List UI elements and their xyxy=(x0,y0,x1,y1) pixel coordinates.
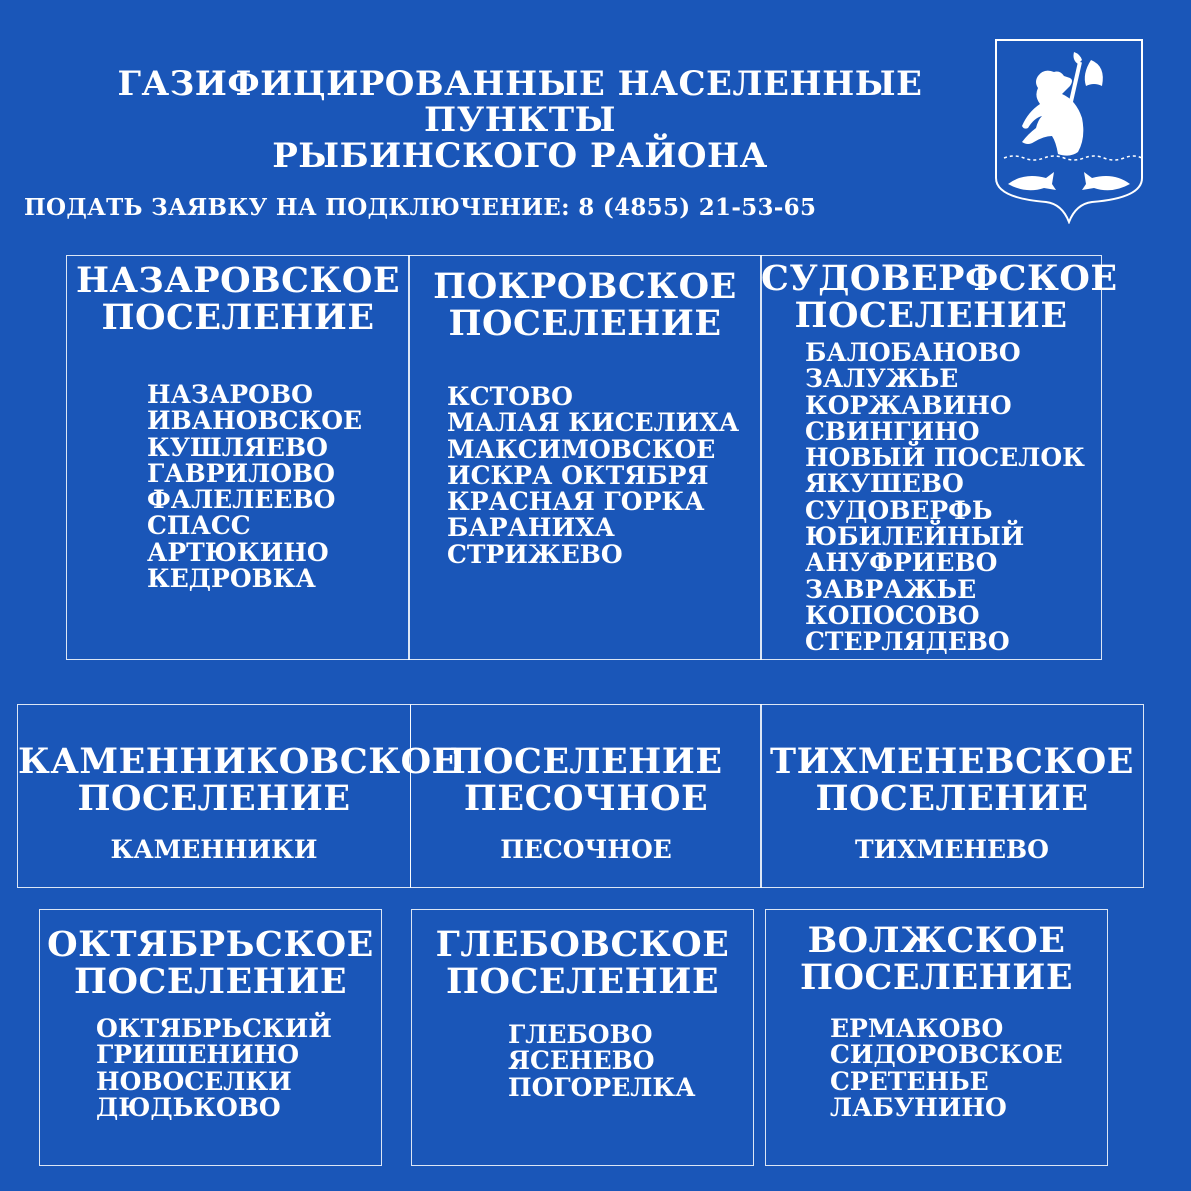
village-item: СРЕТЕНЬЕ xyxy=(830,1066,989,1096)
village-item: ЯСЕНЕВО xyxy=(508,1046,655,1076)
village-item: ЮБИЛЕЙНЫЙ xyxy=(805,522,1025,552)
village-list xyxy=(147,382,362,592)
village-item: АНУФРИЕВО xyxy=(805,548,998,578)
settlement-card xyxy=(765,909,1108,1166)
village-item: ЗАЛУЖЬЕ xyxy=(805,364,959,394)
settlement-name: ПОСЕЛЕНИЕ ПЕСОЧНОЕ xyxy=(449,741,723,819)
village-item: ЛАБУНИНО xyxy=(830,1092,1007,1122)
village-item: СВИНГИНО xyxy=(805,416,980,446)
settlement-card xyxy=(66,255,410,660)
village-item: КУШЛЯЕВО xyxy=(147,432,328,462)
settlement-card xyxy=(39,909,382,1166)
village-item: ЕРМАКОВО xyxy=(830,1014,1004,1043)
settlement-name: НАЗАРОВСКОЕ ПОСЕЛЕНИЕ xyxy=(75,260,401,338)
settlement-card xyxy=(410,704,762,888)
village-list xyxy=(447,384,739,568)
village-item: НОВОСЕЛКИ xyxy=(96,1066,292,1096)
village-item: СУДОВЕРФЬ xyxy=(805,495,993,525)
settlement-name: КАМЕННИКОВСКОЕ ПОСЕЛЕНИЕ xyxy=(18,741,459,819)
village-list xyxy=(830,1016,1063,1121)
settlement-name: ПОКРОВСКОЕ ПОСЕЛЕНИЕ xyxy=(433,266,737,344)
village-item: ОКТЯБРЬСКИЙ xyxy=(96,1014,332,1043)
village-list xyxy=(508,1022,696,1101)
village-item: КРАСНАЯ ГОРКА xyxy=(447,487,705,517)
village-item: ЯКУШЕВО xyxy=(805,469,964,499)
connection-phone: ПОДАТЬ ЗАЯВКУ НА ПОДКЛЮЧЕНИЕ: 8 (4855) 21-53-65 xyxy=(24,194,817,221)
village-item: СИДОРОВСКОЕ xyxy=(830,1040,1063,1070)
village-list xyxy=(805,340,1085,656)
settlement-name: ТИХМЕНЕВСКОЕ ПОСЕЛЕНИЕ xyxy=(770,741,1134,819)
village-item: КОРЖАВИНО xyxy=(805,390,1012,420)
village-item: ПОГОРЕЛКА xyxy=(508,1072,696,1102)
settlement-card xyxy=(408,255,762,660)
village-item: МАКСИМОВСКОЕ xyxy=(447,434,716,464)
village-item: ЗАВРАЖЬЕ xyxy=(805,574,977,604)
settlement-name: СУДОВЕРФСКОЕ ПОСЕЛЕНИЕ xyxy=(761,258,1118,336)
settlement-card xyxy=(411,909,754,1166)
village-list xyxy=(96,1016,332,1121)
village-item: НОВЫЙ ПОСЕЛОК xyxy=(805,443,1085,473)
village-item: СПАСС xyxy=(147,511,251,541)
village-item: ИСКРА ОКТЯБРЯ xyxy=(447,460,709,490)
village-item: КОПОСОВО xyxy=(805,600,980,630)
page-title-line2: РЫБИНСКОГО РАЙОНА xyxy=(272,136,768,176)
settlement-card xyxy=(760,704,1144,888)
village-item: ГАВРИЛОВО xyxy=(147,458,335,488)
settlement-card xyxy=(17,704,459,888)
page-title-line1: ГАЗИФИЦИРОВАННЫЕ НАСЕЛЕННЫЕ ПУНКТЫ xyxy=(117,64,923,140)
village-item: КАМЕННИКИ xyxy=(110,835,318,864)
settlement-name: ВОЛЖСКОЕ ПОСЕЛЕНИЕ xyxy=(799,920,1073,998)
settlement-card xyxy=(760,255,1118,660)
village-item: ДЮДЬКОВО xyxy=(96,1092,281,1122)
village-item: ФАЛЕЛЕЕВО xyxy=(147,485,336,515)
village-item: ИВАНОВСКОЕ xyxy=(147,406,363,436)
village-item: БАРАНИХА xyxy=(447,513,615,543)
village-item: НАЗАРОВО xyxy=(147,380,313,409)
village-item: ГРИШЕНИНО xyxy=(96,1040,300,1070)
village-item: КСТОВО xyxy=(447,382,573,411)
village-item: ГЛЕБОВО xyxy=(508,1020,653,1049)
settlement-name: ОКТЯБРЬСКОЕ ПОСЕЛЕНИЕ xyxy=(47,924,374,1002)
village-item: ТИХМЕНЕВО xyxy=(855,835,1049,864)
village-item: МАЛАЯ КИСЕЛИХА xyxy=(447,408,740,438)
village-item: БАЛОБАНОВО xyxy=(805,338,1021,367)
settlement-name: ГЛЕБОВСКОЕ ПОСЕЛЕНИЕ xyxy=(435,924,730,1002)
village-item: ПЕСОЧНОЕ xyxy=(500,835,672,864)
village-item: АРТЮКИНО xyxy=(147,537,329,567)
village-item: СТРИЖЕВО xyxy=(447,539,623,569)
village-item: СТЕРЛЯДЕВО xyxy=(805,627,1010,657)
page-title xyxy=(20,66,1020,174)
coat-of-arms-bear-icon xyxy=(994,38,1144,224)
village-item: КЕДРОВКА xyxy=(147,564,316,594)
